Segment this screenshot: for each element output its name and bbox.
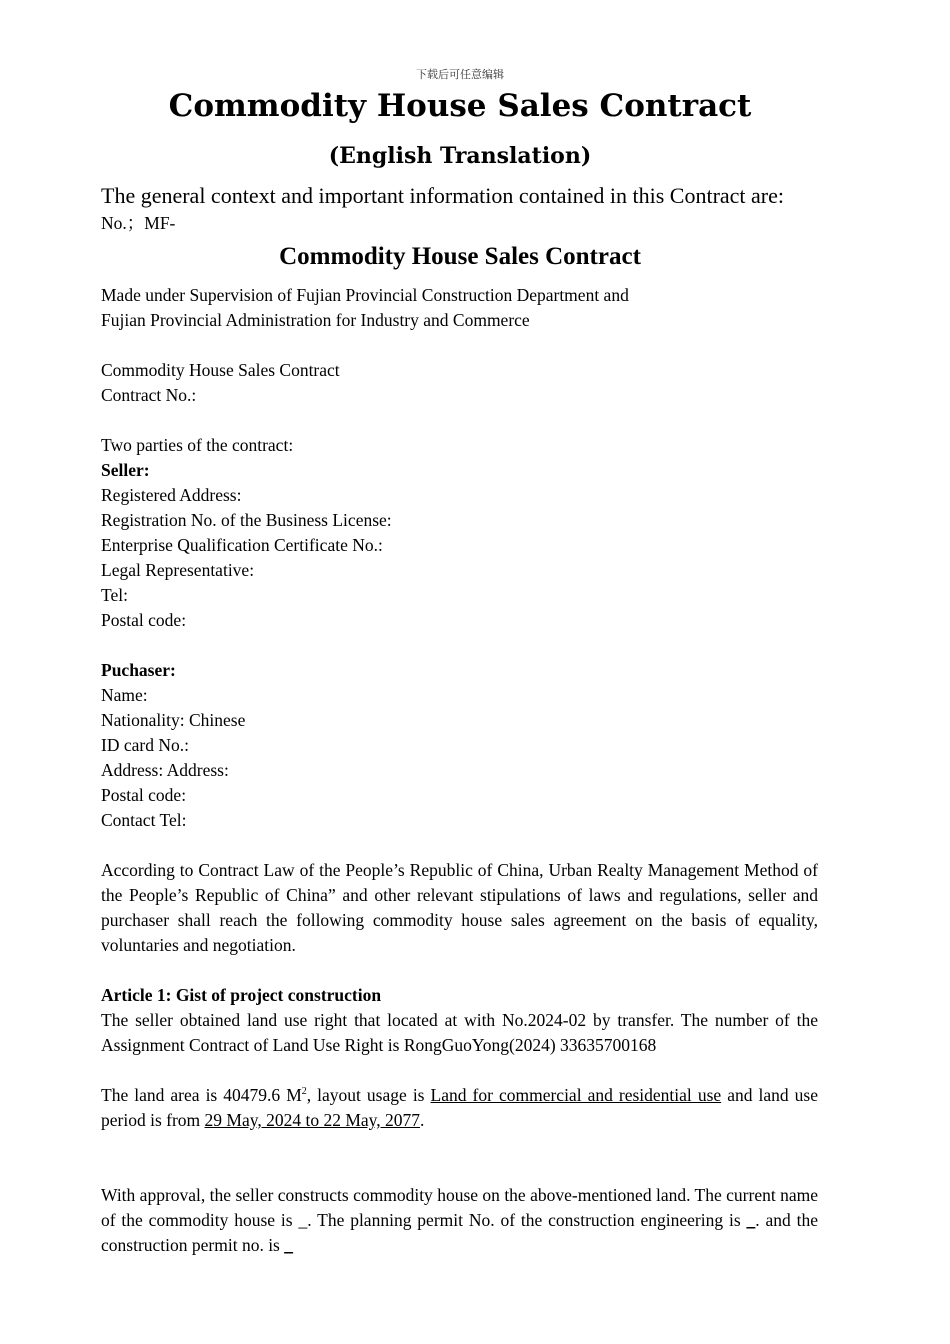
land-period-value: 29 May, 2024 to 22 May, 2077 bbox=[204, 1110, 421, 1130]
preamble-paragraph: According to Contract Law of the People’s Republic of China, Urban Realty Management Method of the People’s Republic of China” and other relevant stipulations of laws and regulations, seller and purchaser shall reach the following commodity house sales agreement on the basis of equality, voluntaries and negotiation. bbox=[101, 860, 818, 955]
land-period-text: and land use period is from bbox=[101, 1085, 818, 1130]
square-superscript: 2 bbox=[301, 1086, 307, 1097]
article1-heading: Article 1: Gist of project construction bbox=[101, 985, 382, 1005]
intro-line: The general context and important information contained in this Contract are: bbox=[101, 183, 784, 208]
header-note: 下载后可任意编辑 bbox=[416, 68, 504, 81]
purchaser-field: Name: bbox=[101, 685, 148, 705]
article1-para3 bbox=[101, 1183, 818, 1258]
planning-permit-blank: _ bbox=[746, 1210, 756, 1230]
contract-name: Commodity House Sales Contract bbox=[101, 360, 340, 380]
seller-field: Enterprise Qualification Certificate No.: bbox=[101, 535, 383, 555]
seller-label: Seller: bbox=[101, 460, 150, 480]
seller-field: Postal code: bbox=[101, 610, 187, 630]
supervision-line-1: Made under Supervision of Fujian Provincial Construction Department and bbox=[101, 285, 629, 305]
number-line: No.；MF- bbox=[101, 213, 176, 233]
planning-permit-text: . The planning permit No. of the construction engineering is bbox=[307, 1210, 747, 1230]
subtitle: (English Translation) bbox=[328, 143, 592, 169]
article1-para1: The seller obtained land use right that located at with No.2024-02 by transfer. The number of the Assignment Contract of Land Use Right is RongGuoYong(2024) 33635700168 bbox=[101, 1010, 818, 1055]
house-name-blank: _ bbox=[298, 1210, 308, 1230]
purchaser-field: Nationality: Chinese bbox=[101, 710, 246, 730]
purchaser-label: Puchaser: bbox=[101, 660, 176, 680]
land-usage-value: Land for commercial and residential use bbox=[430, 1085, 722, 1105]
seller-field: Registration No. of the Business License: bbox=[101, 510, 392, 530]
article1-para2 bbox=[101, 1083, 818, 1133]
construction-permit-text: . and the construction permit no. is bbox=[101, 1210, 818, 1255]
secondary-title: Commodity House Sales Contract bbox=[279, 243, 641, 270]
main-title: Commodity House Sales Contract bbox=[168, 88, 752, 124]
parties-heading: Two parties of the contract: bbox=[101, 435, 294, 455]
purchaser-field: ID card No.: bbox=[101, 735, 189, 755]
land-area-text: The land area is 40479.6 M bbox=[101, 1085, 302, 1105]
purchaser-field: Postal code: bbox=[101, 785, 187, 805]
construction-permit-blank: _ bbox=[284, 1235, 293, 1255]
seller-field: Tel: bbox=[101, 585, 128, 605]
contract-body bbox=[101, 283, 818, 1258]
seller-field: Legal Representative: bbox=[101, 560, 255, 580]
supervision-line-2: Fujian Provincial Administration for Industry and Commerce bbox=[101, 310, 530, 330]
purchaser-field: Address: Address: bbox=[101, 760, 229, 780]
contract-no-label: Contract No.: bbox=[101, 385, 197, 405]
period-end: . bbox=[420, 1110, 425, 1130]
purchaser-field: Contact Tel: bbox=[101, 810, 187, 830]
house-name-text: With approval, the seller constructs commodity house on the above-mentioned land. The current name of the commodity house is bbox=[101, 1185, 818, 1230]
layout-usage-text: , layout usage is bbox=[306, 1085, 431, 1105]
seller-field: Registered Address: bbox=[101, 485, 242, 505]
